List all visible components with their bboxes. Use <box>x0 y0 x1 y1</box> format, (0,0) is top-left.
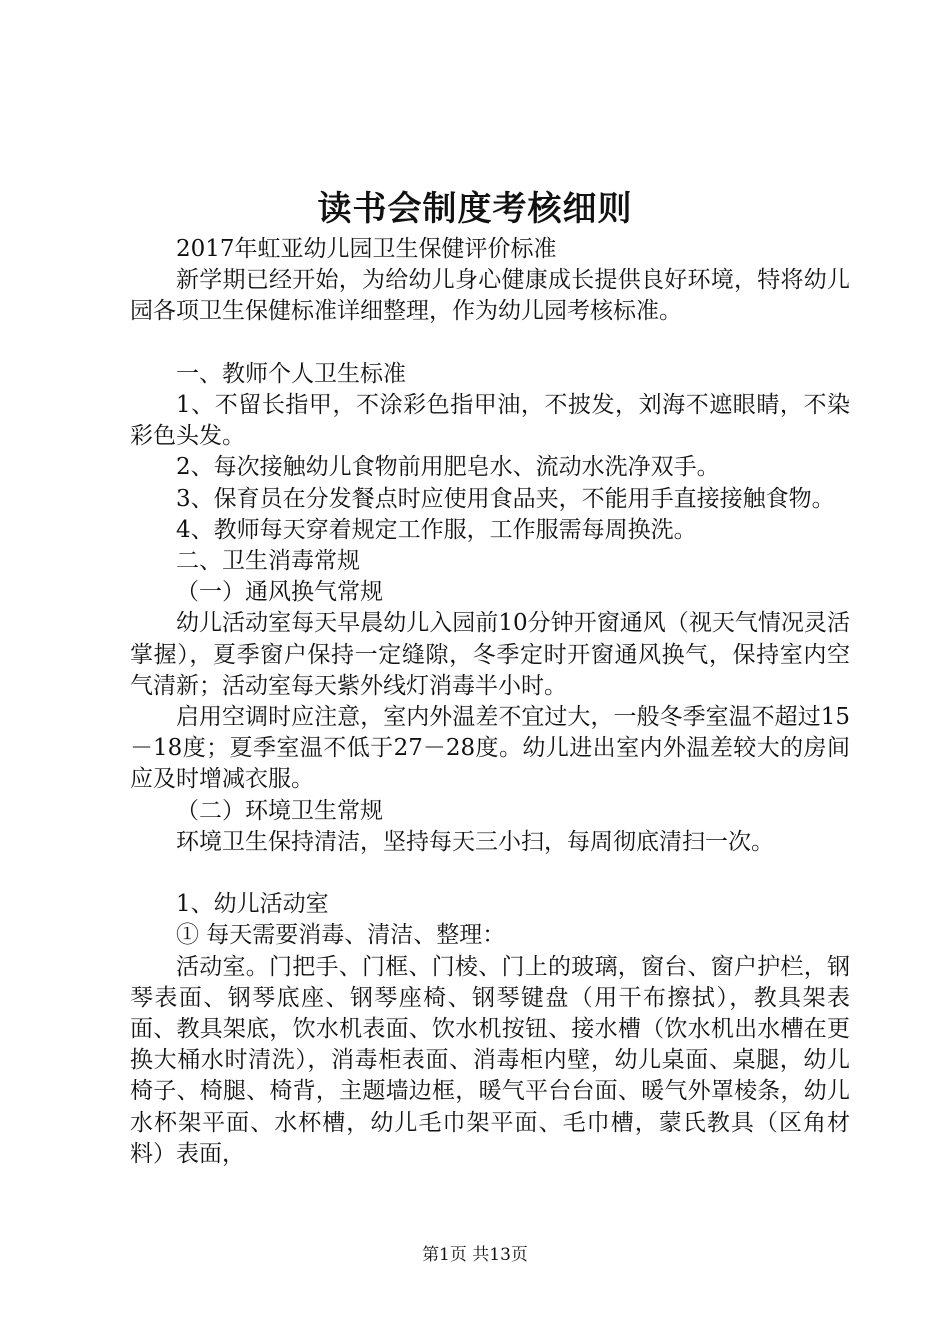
paragraph: 2017年虹亚幼儿园卫生保健评价标准 <box>176 236 557 262</box>
paragraph: 新学期已经开始，为给幼儿身心健康成长提供良好环境，特将幼儿园各项卫生保健标准详细整理，作为幼儿园考核标准。 <box>130 267 850 325</box>
document-title: 读书会制度考核细则 <box>317 189 633 229</box>
list-heading: ① 每天需要消毒、清洁、整理： <box>176 922 506 949</box>
paragraph: 幼儿活动室每天早晨幼儿入园前10分钟开窗通风（视天气情况灵活掌握），夏季窗户保持一定缝隙，冬季定时开窗通风换气，保持室内空气清新；活动室每天紫外线灯消毒半小时。 <box>130 610 850 699</box>
subsection-heading: （二）环境卫生常规 <box>176 797 383 824</box>
section-heading: 一、教师个人卫生标准 <box>176 360 406 387</box>
paragraph: 2、每次接触幼儿食物前用肥皂水、流动水洗净双手。 <box>176 454 720 481</box>
document-body <box>130 234 850 1170</box>
paragraph: 活动室。门把手、门框、门棱、门上的玻璃，窗台、窗户护栏，钢琴表面、钢琴底座、钢琴座椅、钢琴键盘（用干布擦拭），教具架表面、教具架底，饮水机表面、饮水机按钮、接水槽（饮水机出水槽在更换大桶水时清洗），消毒柜表面、消毒柜内壁，幼儿桌面、桌腿，幼儿椅子、椅腿、椅背，主题墙边框，暖气平台台面、暖气外罩棱条，幼儿水杯架平面、水杯槽，幼儿毛巾架平面、毛巾槽，蒙氏教具（区角材料）表面， <box>130 953 850 1167</box>
paragraph: 启用空调时应注意，室内外温差不宜过大，一般冬季室温不超过15－18度；夏季室温不低于27－28度。幼儿进出室内外温差较大的房间应及时增减衣服。 <box>130 704 850 793</box>
paragraph: 1、不留长指甲，不涂彩色指甲油，不披发，刘海不遮眼睛，不染彩色头发。 <box>130 392 850 450</box>
blank-line <box>130 328 850 359</box>
blank-line <box>130 858 850 889</box>
section-heading: 二、卫生消毒常规 <box>176 548 360 575</box>
paragraph: 环境卫生保持清洁，坚持每天三小扫，每周彻底清扫一次。 <box>176 828 774 855</box>
subsection-heading: （一）通风换气常规 <box>176 579 383 606</box>
paragraph: 4、教师每天穿着规定工作服，工作服需每周换洗。 <box>176 516 697 543</box>
page-footer: 第1页 共13页 <box>422 1245 528 1265</box>
subsection-heading: 1、幼儿活动室 <box>176 891 329 918</box>
paragraph: 3、保育员在分发餐点时应使用食品夹，不能用手直接接触食物。 <box>176 485 835 512</box>
